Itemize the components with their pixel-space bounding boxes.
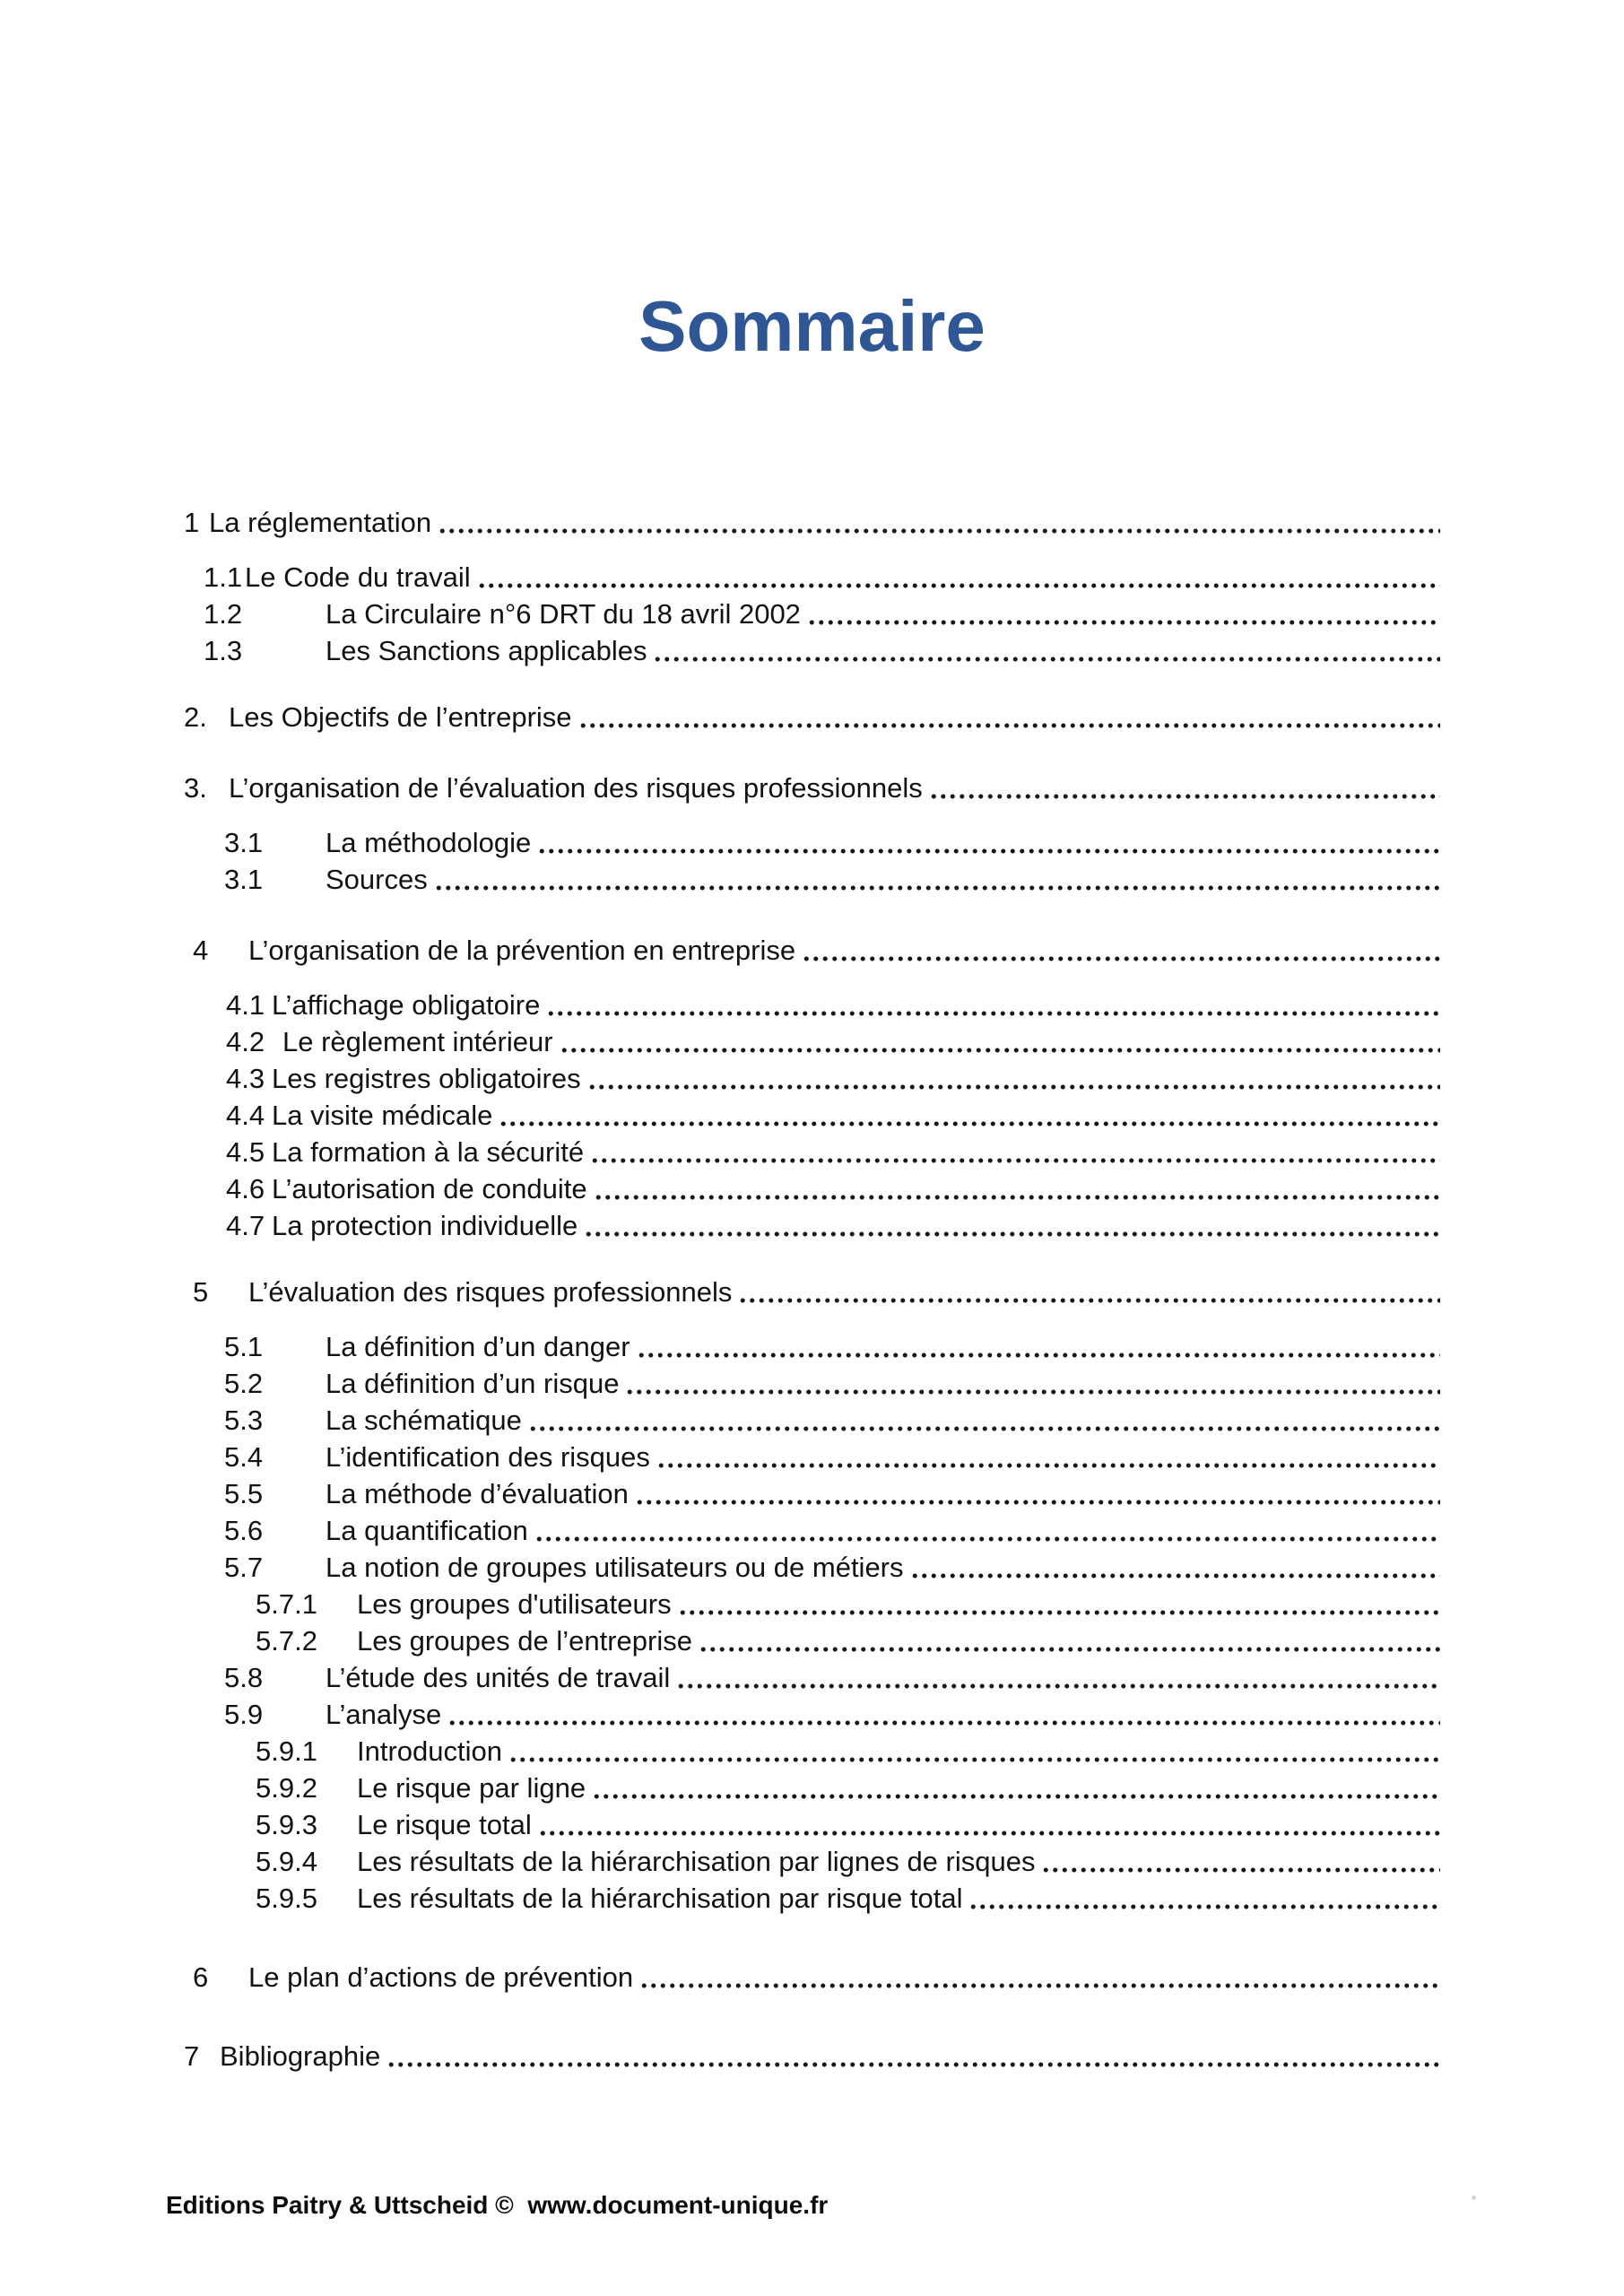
toc-entry-number: 4.3 [226, 1063, 265, 1094]
toc-entry-number: 5.9.2 [256, 1772, 317, 1804]
toc-entry-number: 3.1 [224, 827, 264, 858]
dot-leader [697, 1622, 1440, 1659]
toc-entry [184, 1475, 1440, 1512]
toc-entry-number: 6 [193, 1961, 209, 1993]
dot-leader [800, 932, 1440, 969]
dot-leader [436, 504, 1440, 541]
toc-entry-number: 5.8 [224, 1662, 264, 1693]
page-number-artifact [1472, 2196, 1476, 2200]
toc-entry-label: La visite médicale [272, 1100, 493, 1131]
toc-entry [184, 1659, 1440, 1696]
toc-entry [184, 632, 1440, 669]
toc-entry-number: 5.9 [224, 1699, 264, 1730]
toc-entry-label: Les résultats de la hiérarchisation par risque total [357, 1883, 963, 1914]
toc-entry-label: La Circulaire n°6 DRT du 18 avril 2002 [326, 598, 801, 630]
toc-entry-label: L’affichage obligatoire [272, 989, 541, 1021]
toc-entry-number: 4.4 [226, 1100, 265, 1131]
dot-leader [544, 987, 1440, 1023]
toc-entry-number: 5.6 [224, 1515, 264, 1546]
dot-leader [582, 1207, 1440, 1244]
dot-leader [635, 1328, 1440, 1365]
toc-entry-label: Bibliographie [220, 2040, 381, 2072]
toc-entry-number: 5.9.3 [256, 1809, 317, 1840]
toc-entry-number: 1.1 [204, 561, 243, 593]
dot-leader [655, 1439, 1440, 1475]
dot-leader [536, 1806, 1440, 1843]
toc-entry-label: La méthode d’évaluation [326, 1478, 629, 1509]
footer-text: Editions Paitry & Uttscheid © www.document-unique.fr [166, 2191, 829, 2219]
dot-leader [908, 1549, 1440, 1586]
toc-entry [184, 1806, 1440, 1843]
toc-entry [184, 932, 1440, 969]
toc-entry [184, 861, 1440, 898]
toc-entry-number: 4.7 [226, 1210, 265, 1241]
toc-entry-number: 4 [193, 935, 209, 966]
toc-entry-label: L’étude des unités de travail [326, 1662, 671, 1693]
dot-leader [475, 559, 1440, 596]
dot-leader [736, 1274, 1440, 1310]
toc-entry-number: 3. [184, 772, 207, 804]
toc-entry-label: La définition d’un danger [326, 1331, 630, 1362]
toc-entry-label: Les groupes de l’entreprise [357, 1625, 692, 1657]
toc-entry [184, 1170, 1440, 1207]
toc-entry-label: L’autorisation de conduite [272, 1173, 587, 1205]
toc-list [0, 504, 1624, 2074]
toc-entry-number: 5.9.5 [256, 1883, 317, 1914]
dot-leader [432, 861, 1440, 898]
dot-leader [592, 1170, 1440, 1207]
dot-leader [805, 596, 1440, 632]
toc-entry-number: 4.5 [226, 1136, 265, 1168]
toc-entry-label: Les registres obligatoires [272, 1063, 581, 1094]
toc-entry [184, 1023, 1440, 1060]
dot-leader [446, 1696, 1440, 1733]
toc-entry-number: 5.4 [224, 1441, 264, 1473]
dot-leader [633, 1475, 1440, 1512]
toc-entry-number: 5.9.1 [256, 1735, 317, 1767]
toc-entry-number: 4.1 [226, 989, 265, 1021]
toc-entry-number: 5.7 [224, 1552, 264, 1583]
toc-entry-label: La schématique [326, 1405, 522, 1436]
toc-entry-number: 1 [184, 507, 200, 538]
toc-entry [184, 1097, 1440, 1134]
toc-entry [184, 1622, 1440, 1659]
toc-entry [184, 1365, 1440, 1402]
dot-leader [588, 1134, 1440, 1170]
toc-entry-number: 5.5 [224, 1478, 264, 1509]
toc-entry-label: La réglementation [209, 507, 432, 538]
toc-entry-label: Les groupes d'utilisateurs [357, 1588, 672, 1620]
dot-leader [623, 1365, 1440, 1402]
toc-entry-label: L’organisation de l’évaluation des risques professionnels [229, 772, 923, 804]
dot-leader [526, 1402, 1440, 1439]
toc-entry-label: La méthodologie [326, 827, 532, 858]
toc-entry [184, 1512, 1440, 1549]
dot-leader [1039, 1843, 1440, 1880]
toc-entry [184, 1733, 1440, 1770]
toc-entry [184, 1274, 1440, 1310]
dot-leader [507, 1733, 1440, 1770]
toc-entry [184, 1060, 1440, 1097]
toc-entry-number: 5.1 [224, 1331, 264, 1362]
toc-entry-number: 4.6 [226, 1173, 265, 1205]
toc-entry [184, 1770, 1440, 1806]
toc-entry-label: La protection individuelle [272, 1210, 578, 1241]
dot-leader [533, 1512, 1440, 1549]
toc-entry [184, 1134, 1440, 1170]
toc-entry-label: Les Sanctions applicables [326, 635, 647, 666]
toc-entry [184, 824, 1440, 861]
dot-leader [927, 770, 1440, 806]
toc-entry-number: 5.9.4 [256, 1846, 317, 1877]
toc-entry-label: Les résultats de la hiérarchisation par lignes de risques [357, 1846, 1036, 1877]
toc-entry [184, 1439, 1440, 1475]
toc-entry-number: 3.1 [224, 864, 264, 895]
toc-entry [184, 987, 1440, 1023]
dot-leader [674, 1659, 1440, 1696]
toc-entry [184, 504, 1440, 541]
toc-entry-number: 2. [184, 701, 207, 733]
toc-entry-number: 7 [184, 2040, 200, 2072]
toc-entry [184, 596, 1440, 632]
toc-entry-label: Le risque total [357, 1809, 532, 1840]
toc-entry-label: La quantification [326, 1515, 528, 1546]
dot-leader [967, 1880, 1440, 1917]
toc-entry [184, 1402, 1440, 1439]
dot-leader [577, 699, 1440, 735]
toc-entry-number: 4.2 [226, 1026, 265, 1057]
toc-entry-number: 1.2 [204, 598, 243, 630]
dot-leader [651, 632, 1440, 669]
toc-entry [184, 1549, 1440, 1586]
toc-entry-label: Introduction [357, 1735, 502, 1767]
dot-leader [385, 2038, 1440, 2074]
toc-entry-label: L’organisation de la prévention en entreprise [248, 935, 796, 966]
dot-leader [590, 1770, 1440, 1806]
toc-entry-number: 5.3 [224, 1405, 264, 1436]
dot-leader [586, 1060, 1440, 1097]
toc-entry-number: 5.7.1 [256, 1588, 317, 1620]
toc-entry-label: L’évaluation des risques professionnels [248, 1276, 733, 1308]
toc-entry [184, 699, 1440, 735]
toc-entry-label: Le risque par ligne [357, 1772, 586, 1804]
toc-entry-label: L’identification des risques [326, 1441, 650, 1473]
toc-entry-label: La formation à la sécurité [272, 1136, 585, 1168]
toc-entry-number: 1.3 [204, 635, 243, 666]
toc-entry-number: 5.7.2 [256, 1625, 317, 1657]
dot-leader [676, 1586, 1440, 1622]
toc-entry [184, 1586, 1440, 1622]
dot-leader [558, 1023, 1440, 1060]
toc-entry-label: Le plan d’actions de prévention [248, 1961, 634, 1993]
toc-entry-label: La définition d’un risque [326, 1368, 620, 1399]
toc-entry [184, 2038, 1440, 2074]
toc-entry-label: Le règlement intérieur [282, 1026, 553, 1057]
toc-entry-number: 5 [193, 1276, 209, 1308]
toc-entry [184, 1880, 1440, 1917]
toc-entry [184, 1207, 1440, 1244]
toc-entry-label: Les Objectifs de l’entreprise [229, 701, 572, 733]
toc-entry [184, 770, 1440, 806]
toc-entry [184, 559, 1440, 596]
toc-entry-label: Sources [326, 864, 428, 895]
toc-entry [184, 1959, 1440, 1996]
toc-entry [184, 1843, 1440, 1880]
toc-entry-label: L’analyse [326, 1699, 442, 1730]
dot-leader [535, 824, 1440, 861]
toc-entry [184, 1328, 1440, 1365]
dot-leader [638, 1959, 1440, 1996]
toc-entry-label: La notion de groupes utilisateurs ou de métiers [326, 1552, 904, 1583]
dot-leader [497, 1097, 1440, 1134]
toc-entry-number: 5.2 [224, 1368, 264, 1399]
toc-entry-label: Le Code du travail [245, 561, 471, 593]
toc-entry [184, 1696, 1440, 1733]
page-title: Sommaire [638, 286, 986, 366]
